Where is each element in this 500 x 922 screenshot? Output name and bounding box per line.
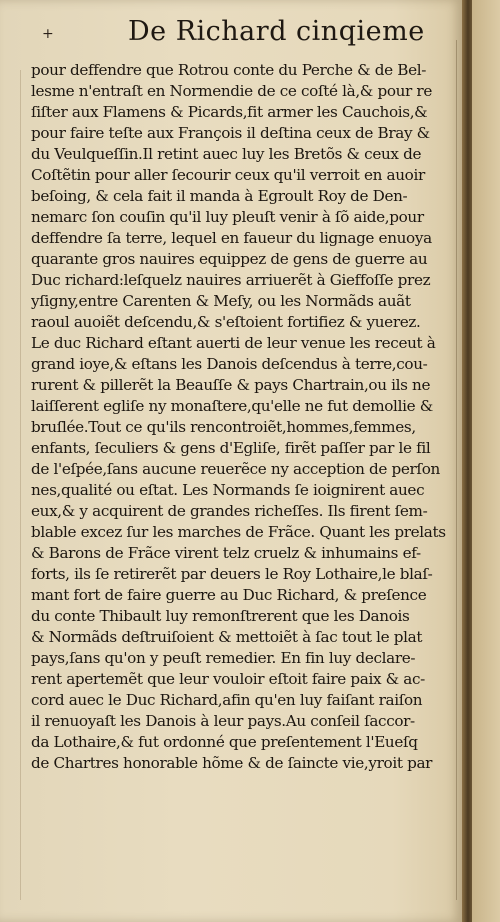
- text-line: & Barons de Frãce virent telz cruelz & inhumains ef-: [31, 544, 421, 562]
- text-line: bruſlée.Tout ce qu'ils rencontroiẽt,hommes,femmes,: [31, 418, 416, 436]
- page-header: [30, 16, 460, 50]
- text-line: pays,ſans qu'on y peuſt remedier. En fin luy declare-: [31, 649, 416, 667]
- text-line: enfants, ſeculiers & gens d'Egliſe, firẽt paſſer par le fil: [31, 439, 431, 457]
- next-page-edge: [472, 0, 500, 922]
- text-line: & Normãds deſtruiſoient & mettoiẽt à ſac tout le plat: [31, 628, 423, 646]
- text-line: rent apertemẽt que leur vouloir eſtoit faire paix & ac-: [31, 670, 425, 688]
- text-line: du conte Thibault luy remonſtrerent que les Danois: [31, 607, 410, 625]
- text-line: de l'eſpée,ſans aucune reuerẽce ny acception de perſon: [31, 460, 440, 478]
- text-line: mant fort de faire guerre au Duc Richard, & preſence: [31, 586, 427, 604]
- text-line: Le duc Richard eſtant auerti de leur venue les receut à: [31, 334, 436, 352]
- text-line: da Lothaire,& fut ordonné que preſentement l'Eueſq: [31, 733, 418, 751]
- margin-rule: [20, 70, 21, 900]
- text-line: Duc richard:leſquelz nauires arriuerẽt à Gieffoſſe prez: [31, 271, 431, 289]
- text-line: lesme n'entraſt en Normendie de ce coſté là,& pour re: [31, 82, 432, 100]
- running-title: De Richard cinqieme: [128, 16, 425, 47]
- text-line: raoul auoiẽt deſcendu,& s'eſtoient fortifiez & yuerez.: [31, 313, 421, 331]
- body-text: [31, 60, 461, 774]
- text-line: grand ioye,& eſtans les Danois deſcendus à terre,cou-: [31, 355, 428, 373]
- text-line: cord auec le Duc Richard,afin qu'en luy faiſant raiſon: [31, 691, 423, 709]
- text-line: forts, ils ſe retirerẽt par deuers le Roy Lothaire,le blaſ-: [31, 565, 433, 583]
- text-line: deffendre ſa terre, lequel en faueur du lignage enuoya: [31, 229, 432, 247]
- book-gutter: [462, 0, 472, 922]
- text-line: laiſſerent egliſe ny monaſtere,qu'elle ne fut demollie &: [31, 397, 433, 415]
- text-line: nes,qualité ou eſtat. Les Normands ſe ioignirent auec: [31, 481, 425, 499]
- text-line: rurent & pillerẽt la Beauſſe & pays Chartrain,ou ils ne: [31, 376, 431, 394]
- text-line: eux,& y acquirent de grandes richeſſes. Ils firent ſem-: [31, 502, 428, 520]
- text-line: pour deffendre que Rotrou conte du Perche & de Bel-: [31, 61, 427, 79]
- text-line: blable excez ſur les marches de Frãce. Quant les prelats: [31, 523, 446, 541]
- text-line: Coſtẽtin pour aller ſecourir ceux qu'il verroit en auoir: [31, 166, 425, 184]
- text-line: yſigny,entre Carenten & Meſy, ou les Normãds auãt: [31, 292, 411, 310]
- page-mark: +: [42, 26, 54, 42]
- text-line: quarante gros nauires equippez de gens de guerre au: [31, 250, 428, 268]
- text-line: ſiſter aux Flamens & Picards,fit armer les Cauchois,&: [31, 103, 428, 121]
- text-line: du Veulqueſſin.Il retint auec luy les Bretõs & ceux de: [31, 145, 422, 163]
- text-line: beſoing, & cela fait il manda à Egroult Roy de Den-: [31, 187, 408, 205]
- text-line: il renuoyaſt les Danois à leur pays.Au conſeil ſaccor-: [31, 712, 415, 730]
- text-line: de Chartres honorable hõme & de ſaincte vie,yroit par: [31, 754, 433, 772]
- text-line: nemarc ſon couſin qu'il luy pleuſt venir à ſõ aide,pour: [31, 208, 424, 226]
- text-line: pour faire teſte aux François il deſtina ceux de Bray &: [31, 124, 430, 142]
